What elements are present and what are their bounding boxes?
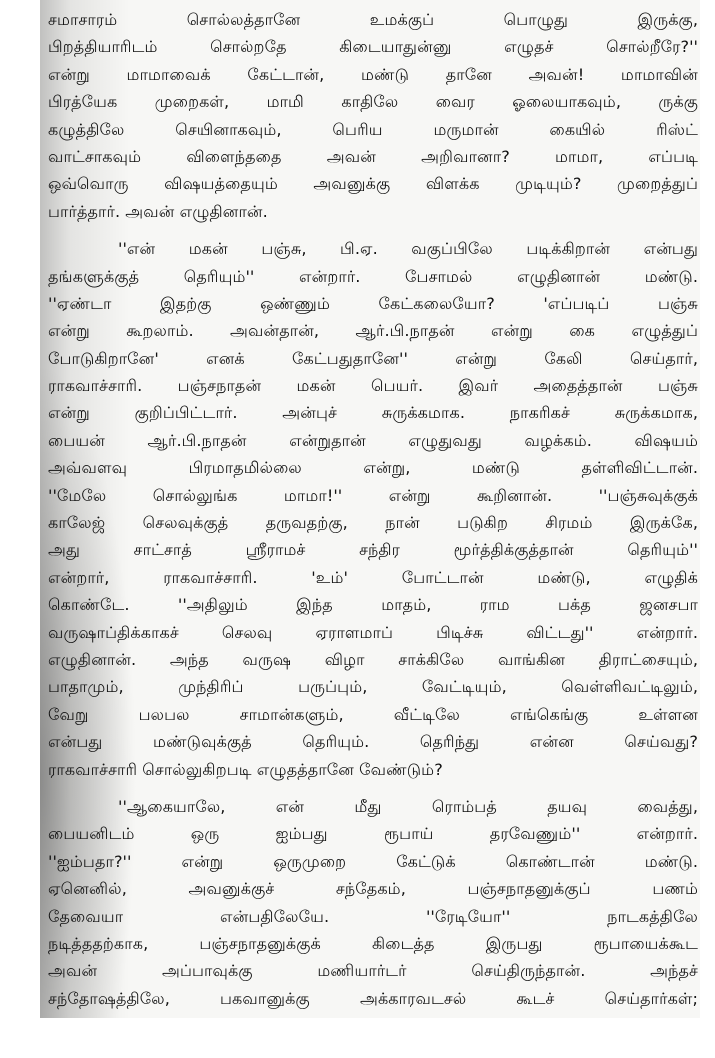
page-left-margin (0, 0, 40, 1058)
text-line: என்று குறிப்பிட்டார். அன்புச் சுருக்கமாக. நாகரிகச் சுருக்கமாக, (48, 403, 698, 423)
text-line: பையனிடம் ஒரு ஐம்பது ரூபாய் தரவேணும்'' என்றார். (48, 824, 698, 844)
text-line: ராகவாச்சாரி. பஞ்சநாதன் மகன் பெயர். இவர் அதைத்தான் பஞ்சு (48, 376, 698, 396)
paragraph-1 (48, 6, 698, 225)
text-line: கொண்டே. ''அதிலும் இந்த மாதம், ராம பக்த ஜனசபா (48, 595, 698, 615)
text-line: எழுதினான். அந்த வருஷ விழா சாக்கிலே வாங்கின திராட்சையும், (48, 649, 698, 669)
text-line: பாதாமும், முந்திரிப் பருப்பும், வேட்டியும், வெள்ளிவட்டிலும், (48, 677, 698, 697)
text-line: சமாசாரம் சொல்லத்தானே உமக்குப் பொழுது இருக்கு, (48, 10, 698, 29)
text-line: அவ்வளவு பிரமாதமில்லை என்று, மண்டு தள்ளிவிட்டான். (48, 458, 698, 478)
text-line: தேவையா என்பதிலேயே. ''ரேடியோ'' நாடகத்திலே (48, 906, 698, 926)
text-line: வாட்சாகவும் விளைந்ததை அவன் அறிவானா? மாமா, எப்படி (48, 146, 698, 166)
text-line: என்று கூறலாம். அவன்தான், ஆர்.பி.நாதன் என்று கை எழுத்துப் (48, 321, 698, 341)
text-line: வருஷாப்திக்காகச் செலவு ஏராளமாப் பிடிச்சு விட்டது'' என்றார். (48, 622, 698, 642)
text-line: போடுகிறானே' எனக் கேட்பதுதானே'' என்று கேலி செய்தார், (48, 348, 698, 368)
text-line: ''ஆகையாலே, என் மீது ரொம்பத் தயவு வைத்து, (118, 796, 698, 816)
text-line: பிரத்யேக முறைகள், மாமி காதிலே வைர ஓலையாகவும், ருக்கு (48, 92, 698, 112)
text-line: தங்களுக்குத் தெரியும்'' என்றார். பேசாமல் எழுதினான் மண்டு. (48, 266, 698, 286)
text-line: பையன் ஆர்.பி.நாதன் என்றுதான் எழுதுவது வழக்கம். விஷயம் (48, 430, 698, 450)
text-line: என்றார், ராகவாச்சாரி. 'உம்' போட்டான் மண்டு, எழுதிக் (48, 567, 698, 587)
paragraph-gap (48, 783, 698, 793)
body-text (48, 6, 698, 1012)
text-line: ராகவாச்சாரி சொல்லுகிறபடி எழுதத்தானே வேண்டும்? (48, 759, 443, 779)
text-line: என்று மாமாவைக் கேட்டான், மண்டு தானே அவன்! மாமாவின் (48, 64, 698, 84)
text-line: ''மேலே சொல்லுங்க மாமா!'' என்று கூறினான். ''பஞ்சுவுக்குக் (48, 485, 698, 505)
text-line: என்பது மண்டுவுக்குத் தெரியும். தெரிந்து என்ன செய்வது? (48, 732, 698, 752)
paragraph-gap (48, 225, 698, 235)
text-line: அது சாட்சாத் ஸ்ரீராமச் சந்திர மூர்த்திக்குத்தான் தெரியும்'' (48, 540, 698, 560)
text-line: அவன் அப்பாவுக்கு மணியார்டர் செய்திருந்தான். அந்தச் (48, 961, 698, 981)
text-line: காலேஜ் செலவுக்குத் தருவதற்கு, நான் படுகிற சிரமம் இருக்கே, (48, 513, 698, 533)
text-line: ''ஐம்பதா?'' என்று ஒருமுறை கேட்டுக் கொண்டான் மண்டு. (48, 851, 698, 871)
text-line: ஒவ்வொரு விஷயத்தையும் அவனுக்கு விளக்க முடியும்? முறைத்துப் (48, 174, 698, 194)
text-line: ஏனெனில், அவனுக்குச் சந்தேகம், பஞ்சநாதனுக்குப் பணம் (48, 879, 698, 899)
paragraph-2 (48, 235, 698, 783)
text-line: ''ஏண்டா இதற்கு ஒண்ணும் கேட்கலையோ? 'எப்படிப் பஞ்சு (48, 293, 698, 313)
text-line: சந்தோஷத்திலே, பகவானுக்கு அக்காரவடசல் கூடச் செய்தார்கள்; (48, 988, 698, 1008)
text-line: பார்த்தார். அவன் எழுதினான். (48, 201, 268, 221)
text-line: கழுத்திலே செயினாகவும், பெரிய மருமான் கையில் ரிஸ்ட் (48, 119, 698, 139)
text-line: வேறு பலபல சாமான்களும், வீட்டிலே எங்கெங்கு உள்ளன (48, 704, 698, 724)
text-line: பிறத்தியாரிடம் சொல்றதே கிடையாதுன்னு எழுதச் சொல்றீரே?'' (48, 37, 698, 57)
text-line: ''என் மகன் பஞ்சு, பி.ஏ. வகுப்பிலே படிக்கிறான் என்பது (118, 239, 698, 259)
text-line: நடித்ததற்காக, பஞ்சநாதனுக்குக் கிடைத்த இருபது ரூபாயைக்கூட (48, 933, 698, 953)
paragraph-3 (48, 793, 698, 1012)
